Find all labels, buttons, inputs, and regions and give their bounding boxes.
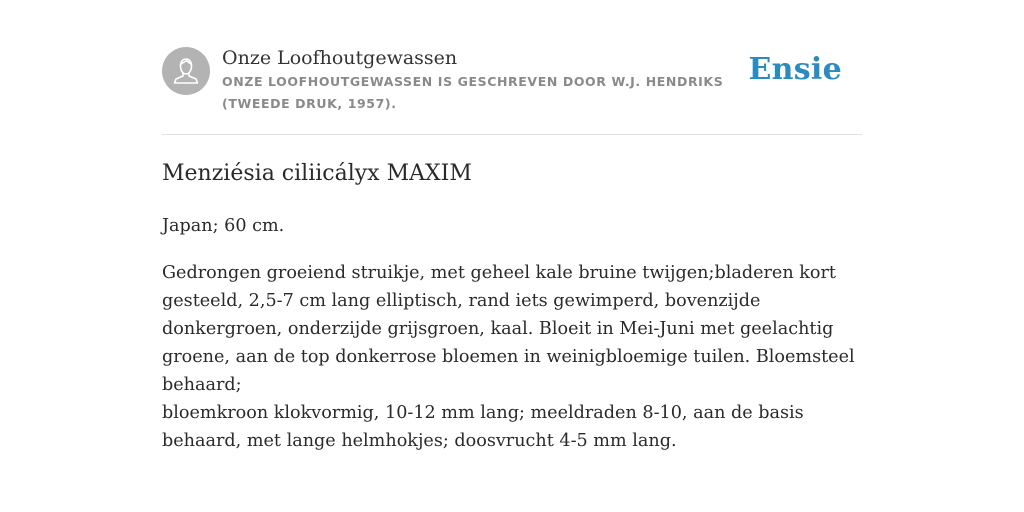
brand-logo[interactable]: Ensie [748, 52, 842, 87]
entry-paragraph: Gedrongen groeiend struikje, met geheel kale bruine twijgen;bladeren kort gesteeld, 2,5-7 cm lang elliptisch, rand iets gewimperd, bovenzijde donkergroen, onderzijde grijsgroen, kaal. Bloeit in Mei-Juni met geelachtig groene, aan de top donkerrose bloemen in weinigbloemige tuilen. Bloemsteel behaard; [162, 263, 855, 395]
source-description: ONZE LOOFHOUTGEWASSEN IS GESCHREVEN DOOR W.J. HENDRIKS (TWEEDE DRUK, 1957). [222, 74, 724, 111]
entry-title: Menziésia ciliicályx MAXIM [162, 161, 472, 186]
source-title[interactable]: Onze Loofhoutgewassen [222, 47, 458, 69]
entry-paragraph: bloemkroon klokvormig, 10-12 mm lang; meeldraden 8-10, aan de basis behaard, met lange helmhokjes; doosvrucht 4-5 mm lang. [162, 403, 804, 451]
source-header [162, 0, 862, 135]
page-container [162, 0, 862, 451]
entry-paragraph: Japan; 60 cm. [162, 216, 285, 236]
source-avatar[interactable] [162, 47, 210, 95]
user-silhouette-icon [162, 47, 210, 95]
